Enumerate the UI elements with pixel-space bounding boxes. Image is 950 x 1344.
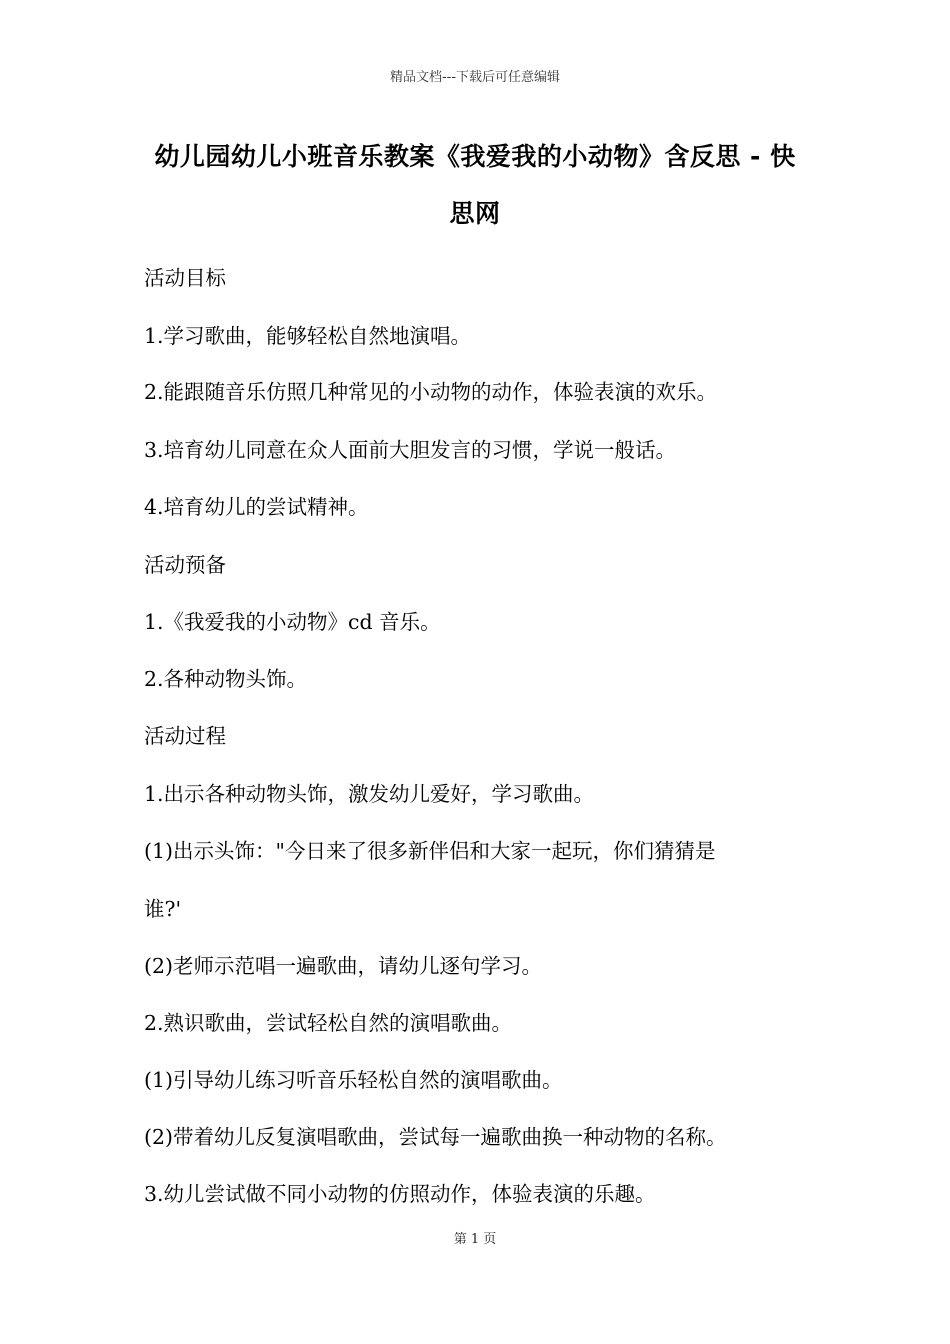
body-line: 3.幼儿尝试做不同小动物的仿照动作，体验表演的乐趣。 [144, 1182, 656, 1206]
body-line: 1.学习歌曲，能够轻松自然地演唱。 [144, 324, 472, 348]
document-title-line-2: 思网 [449, 199, 501, 228]
body-line: 谁?' [144, 897, 182, 921]
body-line: (2)老师示范唱一遍歌曲，请幼儿逐句学习。 [144, 954, 543, 978]
body-line: 1.《我爱我的小动物》cd 音乐。 [144, 610, 441, 634]
body-line: 2.各种动物头饰。 [144, 667, 308, 691]
body-line: (2)带着幼儿反复演唱歌曲，尝试每一遍歌曲换一种动物的名称。 [144, 1125, 727, 1149]
section-heading-preparation: 活动预备 [144, 553, 226, 577]
section-heading-goals: 活动目标 [144, 266, 226, 290]
page-header-note: 精品文档---下载后可任意编辑 [389, 70, 561, 85]
body-line: 3.培育幼儿同意在众人面前大胆发言的习惯，学说一般话。 [144, 438, 677, 462]
section-heading-process: 活动过程 [144, 724, 226, 748]
body-line: 1.出示各种动物头饰，激发幼儿爱好，学习歌曲。 [144, 782, 595, 806]
body-line: (1)出示头饰："今日来了很多新伴侣和大家一起玩，你们猜猜是 [144, 839, 716, 863]
body-line: 4.培育幼儿的尝试精神。 [144, 495, 369, 519]
body-line: 2.能跟随音乐仿照几种常见的小动物的动作，体验表演的欢乐。 [144, 380, 718, 404]
page-number-footer: 第 1 页 [453, 1232, 497, 1247]
document-title-line-1: 幼儿园幼儿小班音乐教案《我爱我的小动物》含反思 - 快 [154, 142, 796, 171]
body-line: (1)引导幼儿练习听音乐轻松自然的演唱歌曲。 [144, 1068, 563, 1092]
body-line: 2.熟识歌曲，尝试轻松自然的演唱歌曲。 [144, 1011, 513, 1035]
